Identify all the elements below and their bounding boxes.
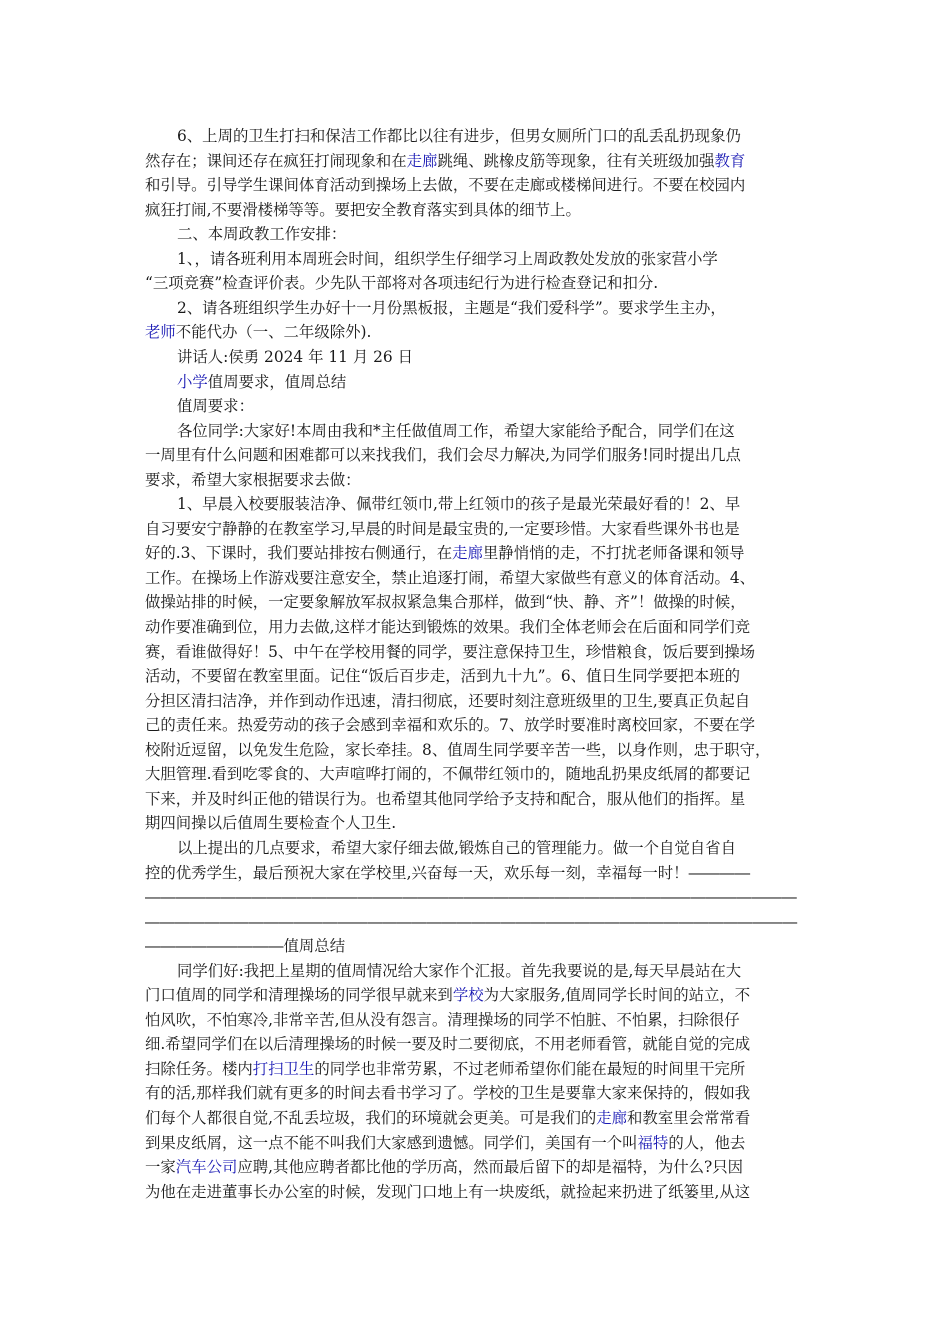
text-segment: 动作要准确到位，用力去做,这样才能达到锻炼的效果。我们全体老师会在后面和同学们竞 — [145, 618, 751, 636]
text-line — [145, 640, 755, 665]
text-segment: ―――――――――值周总结 — [145, 937, 346, 956]
text-segment: 自习要安宁静静的在教室学习,早晨的时间是最宝贵的,一定要珍惜。大家看些课外书也是 — [145, 519, 740, 538]
text-segment: 2、请各班组织学生办好十一月份黑板报，主题是“我们爱科学”。要求学生主办， — [177, 298, 726, 317]
text-segment: 二、本周政教工作安排： — [177, 225, 347, 244]
text-segment: 的人，他去 — [668, 1133, 746, 1152]
text-segment: 校附近逗留，以免发生危险，家长牵挂。8、值周生同学要辛苦一些，以身作则，忠于职守， — [145, 740, 771, 759]
text-line — [145, 149, 745, 174]
text-segment: 们每个人都很自觉,不乱丢垃圾，我们的环境就会更美。可是我们的 — [145, 1109, 597, 1127]
text-segment: 活动，不要留在教室里面。记住“饭后百步走，活到九十九”。6、值日生同学要把本班的 — [145, 667, 740, 686]
text-segment: 大胆管理.看到吃零食的、大声喧哗打闹的，不佩带红领巾的，随地乱扔果皮纸屑的都要记 — [145, 765, 751, 784]
text-line — [177, 836, 736, 861]
text-segment: 讲话人:侯勇 2024 年 11 月 26 日 — [177, 347, 413, 366]
text-line — [177, 419, 735, 444]
text-line — [177, 394, 254, 419]
text-segment: 扫除任务。楼内 — [145, 1059, 253, 1078]
text-segment: 下来，并及时纠正他的错误行为。也希望其他同学给予支持和配合，服从他们的指挥。星 — [145, 789, 746, 808]
keyword-link[interactable]: 学校 — [452, 986, 484, 1005]
text-line — [177, 492, 740, 517]
text-line — [145, 885, 797, 910]
text-segment: 然存在；课间还存在疯狂打闹现象和在 — [145, 151, 407, 170]
text-line — [177, 247, 718, 272]
text-segment: 己的责任来。热爱劳动的孩子会感到幸福和欢乐的。7、放学时要准时离校回家，不要在学 — [145, 716, 756, 735]
text-segment: 不能代办（一、二年级除外). — [175, 323, 372, 342]
text-segment: ――――――――――――――――――――――――――――――――――――――――――― — [145, 888, 797, 907]
text-line — [177, 124, 741, 149]
text-line — [145, 517, 740, 542]
text-line — [145, 1008, 740, 1033]
text-segment: 疯狂打闹,不要滑楼梯等等。要把安全教育落实到具体的细节上。 — [145, 200, 581, 219]
text-segment: 里静悄悄的走，不打扰老师备课和领导 — [482, 544, 745, 563]
text-line — [145, 983, 750, 1008]
text-line — [145, 443, 741, 468]
text-segment: 一家 — [145, 1158, 176, 1177]
text-line — [145, 861, 750, 886]
keyword-link[interactable]: 打扫卫生 — [252, 1059, 315, 1078]
text-segment: 各位同学:大家好!本周由我和*主任做值周工作，希望大家能给予配合，同学们在这 — [177, 421, 735, 440]
text-line — [145, 689, 750, 714]
text-segment: 工作。在操场上作游戏要注意安全，禁止追逐打闹，希望大家做些有意义的体育活动。4、 — [145, 568, 756, 587]
text-segment: 好的.3、下课时，我们要站排按右侧通行，在 — [145, 544, 453, 563]
text-line — [145, 1131, 745, 1156]
text-line — [145, 1155, 743, 1180]
text-line — [145, 320, 371, 345]
text-segment: 到果皮纸屑，这一点不能不叫我们大家感到遗憾。同学们，美国有一个叫 — [145, 1133, 638, 1152]
keyword-link[interactable]: 走廊 — [406, 151, 438, 170]
text-segment: 控的优秀学生，最后预祝大家在学校里,兴奋每一天，欢乐每一刻，幸福每一时！―――― — [145, 863, 751, 882]
text-line — [145, 1106, 750, 1131]
text-line — [177, 222, 346, 247]
text-segment: 应聘,其他应聘者都比他的学历高，然而最后留下的却是福特，为什么?只因 — [237, 1158, 744, 1177]
keyword-link[interactable]: 老师 — [145, 323, 176, 342]
text-line — [177, 345, 413, 370]
text-segment: 有的活,那样我们就有更多的时间去看书学习了。学校的卫生是要靠大家来保持的，假如我 — [145, 1084, 751, 1103]
text-segment: “三项竞赛”检查评价表。少先队干部将对各项违纪行为进行检查登记和扣分. — [145, 274, 659, 293]
keyword-link[interactable]: 汽车公司 — [175, 1158, 238, 1177]
text-segment: ―――――――――――――――――――――――――――――――――――――――――――― — [145, 912, 798, 931]
text-line — [177, 959, 741, 984]
keyword-link[interactable]: 福特 — [637, 1133, 669, 1152]
text-segment: 跳绳、跳橡皮筋等现象，往有关班级加强 — [437, 151, 715, 170]
text-segment: 期四间操以后值周生要检查个人卫生. — [145, 814, 397, 833]
text-segment: 一周里有什么问题和困难都可以来找我们，我们会尽力解决,为同学们服务!同时提出几点 — [145, 446, 741, 465]
text-line — [145, 811, 396, 836]
text-line — [145, 1032, 750, 1057]
text-line — [145, 590, 746, 615]
text-segment: 分担区清扫洁净，并作到动作迅速，清扫彻底，还要时刻注意班级里的卫生,要真正负起自 — [145, 691, 751, 710]
text-segment: 值周要求： — [177, 397, 254, 416]
text-line — [145, 615, 750, 640]
keyword-link[interactable]: 走廊 — [596, 1109, 628, 1127]
keyword-link[interactable]: 小学 — [177, 372, 208, 391]
keyword-link[interactable]: 教育 — [714, 151, 746, 170]
text-segment: 细.希望同学们在以后清理操场的时候一要及时二要彻底，不用老师看管，就能自觉的完成 — [145, 1035, 751, 1054]
text-segment: 1、早晨入校要服装洁净、佩带红领巾,带上红领巾的孩子是最光荣最好看的！2、早 — [177, 495, 741, 514]
text-line — [145, 468, 360, 493]
text-line — [145, 664, 740, 689]
text-line — [145, 1180, 750, 1205]
text-segment: 门口值周的同学和清理操场的同学很早就来到 — [145, 986, 453, 1005]
text-line — [145, 787, 745, 812]
text-line — [145, 934, 345, 959]
text-segment: 为他在走进董事长办公室的时候，发现门口地上有一块废纸，就捡起来扔进了纸篓里,从这 — [145, 1182, 751, 1201]
text-segment: 1、，请各班利用本周班会时间，组织学生仔细学习上周政教处发放的张家营小学 — [177, 249, 718, 268]
text-segment: 6、上周的卫生打扫和保洁工作都比以往有进步，但男女厕所门口的乱丢乱扔现象仍 — [177, 127, 741, 145]
text-segment: 做操站排的时候，一定要象解放军叔叔紧急集合那样，做到“快、静、齐”！做操的时候， — [145, 593, 746, 612]
text-line — [145, 1057, 745, 1082]
text-line — [145, 910, 797, 935]
text-line — [145, 566, 755, 591]
text-line — [145, 738, 770, 763]
text-line — [145, 1081, 750, 1106]
text-segment: 以上提出的几点要求，希望大家仔细去做,锻炼自己的管理能力。做一个自觉自省自 — [177, 838, 736, 857]
text-segment: 的同学也非常劳累，不过老师希望你们能在最短的时间里干完所 — [314, 1059, 746, 1078]
text-line — [177, 370, 346, 395]
text-segment: 值周要求，值周总结 — [207, 372, 347, 391]
text-segment: 赛，看谁做得好！5、中午在学校用餐的同学，要注意保持卫生，珍惜粮食，饭后要到操场 — [145, 642, 756, 661]
text-line — [145, 541, 745, 566]
text-segment: 和引导。引导学生课间体育活动到操场上去做，不要在走廊或楼梯间进行。不要在校园内 — [145, 176, 746, 195]
text-segment: 同学们好:我把上星期的值周情况给大家作个汇报。首先我要说的是,每天早晨站在大 — [177, 961, 742, 980]
keyword-link[interactable]: 走廊 — [452, 544, 483, 563]
text-line — [145, 198, 581, 223]
text-line — [177, 296, 726, 321]
text-segment: 和教室里会常常看 — [627, 1109, 751, 1127]
text-line — [145, 173, 745, 198]
text-segment: 要求，希望大家根据要求去做： — [145, 470, 361, 489]
text-line — [145, 271, 658, 296]
text-segment: 为大家服务,值周同学长时间的站立，不 — [483, 986, 751, 1005]
text-line — [145, 762, 750, 787]
text-line — [145, 713, 755, 738]
text-segment: 怕风吹，不怕寒冷,非常辛苦,但从没有怨言。清理操场的同学不怕脏、不怕累，扫除很仔 — [145, 1010, 740, 1029]
